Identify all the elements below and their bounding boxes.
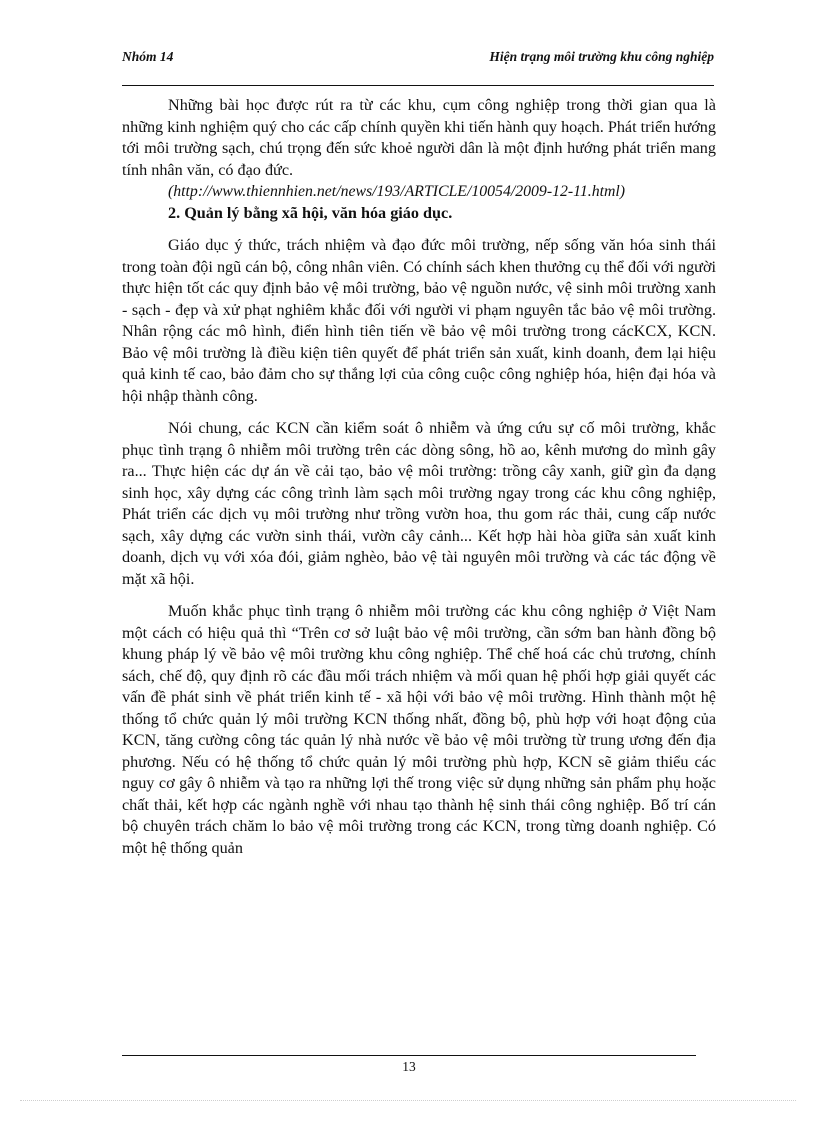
page-number: 13 <box>402 1059 416 1074</box>
header-document-title: Hiện trạng môi trường khu công nghiệp <box>489 49 714 64</box>
document-body <box>122 95 716 859</box>
footer-divider <box>122 1055 696 1056</box>
section-heading: 2. Quản lý bằng xã hội, văn hóa giáo dục. <box>168 203 453 222</box>
paragraph-legal-framework: Muốn khắc phục tình trạng ô nhiễm môi trường các khu công nghiệp ở Việt Nam một cách có hiệu quả thì “Trên cơ sở luật bảo vệ môi trường, cần sớm ban hành đồng bộ khung pháp lý về bảo vệ môi trường khu công nghiệp. Thể chế hoá các chủ trương, chính sách, chế độ, quy định rõ các đầu mối trách nhiệm và mối quan hệ phối hợp giải quyết các vấn đề phát sinh về phát triển kinh tế - xã hội với bảo vệ môi trường. Hình thành một hệ thống tổ chức quản lý môi trường KCN thống nhất, đồng bộ, phù hợp với hoạt động của KCN, tăng cường công tác quản lý nhà nước về bảo vệ môi trường từ trung ương đến địa phương. Nếu có hệ thống tổ chức quản lý môi trường phù hợp, KCN sẽ giảm thiểu các nguy cơ gây ô nhiễm và tạo ra những lợi thế trong việc sử dụng những sản phẩm phụ hoặc chất thải, kết hợp các ngành nghề với nhau tạo thành hệ sinh thái công nghiệp. Bố trí cán bộ chuyên trách chăm lo bảo vệ môi trường trong các KCN, trong từng doanh nghiệp. Có một hệ thống quản <box>122 602 716 857</box>
paragraph-lessons: Những bài học được rút ra từ các khu, cụm công nghiệp trong thời gian qua là những kinh nghiệm quý cho các cấp chính quyền khi tiến hành quy hoạch. Phát triển hướng tới môi trường sạch, chú trọng đến sức khoẻ người dân là một định hướng phát triển mang tính nhân văn, có đạo đức. <box>122 96 716 179</box>
header-divider <box>122 85 714 86</box>
source-citation: (http://www.thiennhien.net/news/193/ARTICLE/10054/2009-12-11.html) <box>168 183 626 200</box>
paragraph-education: Giáo dục ý thức, trách nhiệm và đạo đức môi trường, nếp sống văn hóa sinh thái trong toàn đội ngũ cán bộ, công nhân viên. Có chính sách khen thưởng cụ thể đối với người thực hiện tốt các quy định bảo vệ môi trường, bảo vệ nguồn nước, vệ sinh môi trường xanh - sạch - đẹp và xử phạt nghiêm khắc đối với người vi phạm nguyên tắc bảo vệ môi trường. Nhân rộng các mô hình, điển hình tiên tiến về bảo vệ môi trường trong cácKCX, KCN. Bảo vệ môi trường là điều kiện tiên quyết để phát triển sản xuất, kinh doanh, đem lại hiệu quả kinh tế cao, bảo đảm cho sự thắng lợi của công cuộc công nghiệp hóa, hiện đại hóa và hội nhập thành công. <box>122 236 716 405</box>
page-header <box>122 49 714 71</box>
page-bottom-border <box>20 1100 796 1101</box>
paragraph-pollution-control: Nói chung, các KCN cần kiểm soát ô nhiễm và ứng cứu sự cố môi trường, khắc phục tình trạng ô nhiễm môi trường trên các dòng sông, hồ ao, kênh mương do mình gây ra... Thực hiện các dự án về cải tạo, bảo vệ môi trường: trồng cây xanh, giữ gìn đa dạng sinh học, xây dựng các công trình làm sạch môi trường ngay trong các khu công nghiệp, Phát triển các dịch vụ môi trường như trồng vườn hoa, thu gom rác thải, cung cấp nước sạch, xây dựng các vườn sinh thái, vườn cây cảnh... Kết hợp hài hòa giữa sản xuất kinh doanh, dịch vụ với xóa đói, giảm nghèo, bảo vệ tài nguyên môi trường và các tác động về mặt xã hội. <box>122 419 716 588</box>
header-group-name: Nhóm 14 <box>122 49 174 64</box>
